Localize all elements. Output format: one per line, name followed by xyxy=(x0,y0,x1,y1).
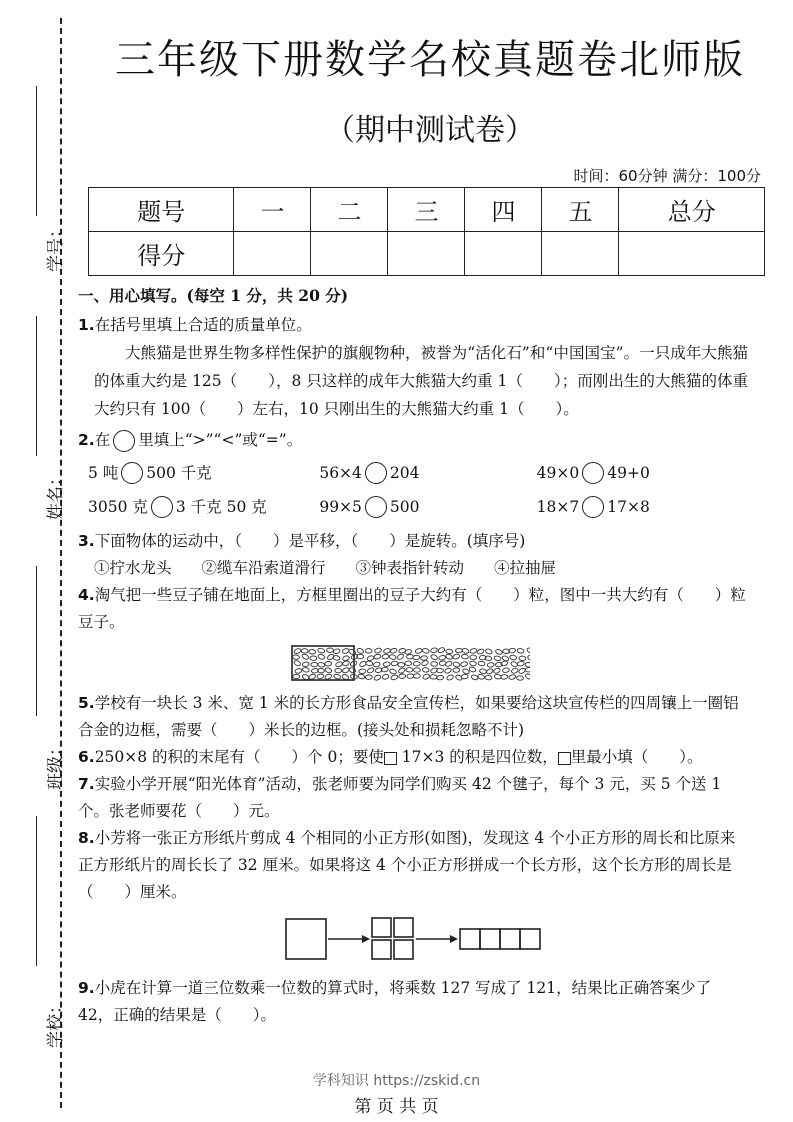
score-cell[interactable] xyxy=(311,232,388,276)
student-number-field xyxy=(14,86,64,276)
bean xyxy=(437,647,445,654)
bean xyxy=(383,662,390,667)
compare-item xyxy=(88,494,299,521)
bean xyxy=(479,668,487,674)
bean xyxy=(485,675,492,680)
bean xyxy=(477,674,485,680)
bean xyxy=(342,667,350,674)
bean xyxy=(430,675,437,680)
bean xyxy=(406,654,413,659)
bean xyxy=(327,648,334,652)
bean xyxy=(302,667,310,673)
bean xyxy=(516,675,523,680)
answer-circle[interactable] xyxy=(365,496,387,518)
bean xyxy=(391,661,398,666)
bean xyxy=(519,656,526,661)
bean xyxy=(335,661,343,668)
bean xyxy=(383,648,391,654)
bean xyxy=(342,648,350,654)
bean xyxy=(406,668,413,673)
bean xyxy=(460,661,468,667)
bean xyxy=(444,667,452,674)
compare-left: 3050 克 xyxy=(88,497,148,516)
compare-item xyxy=(537,494,748,521)
bean xyxy=(358,673,366,679)
bean xyxy=(373,662,381,668)
bean xyxy=(295,668,303,674)
question-number: 1. xyxy=(78,316,95,334)
beans-image xyxy=(290,644,530,682)
bean xyxy=(494,655,502,661)
answer-circle[interactable] xyxy=(582,496,604,518)
bean xyxy=(518,667,526,674)
compare-left: 99×5 xyxy=(319,497,362,516)
option: ③钟表指针转动 xyxy=(355,559,465,577)
score-header-cell: 四 xyxy=(465,188,542,232)
bean xyxy=(308,673,316,680)
bean xyxy=(422,673,430,680)
small-square xyxy=(372,918,391,937)
bean xyxy=(335,668,342,673)
question-number: 5. xyxy=(78,694,95,712)
score-header-cell: 题号 xyxy=(89,188,234,232)
bean xyxy=(389,668,397,674)
compare-right: 3 千克 50 克 xyxy=(175,497,267,516)
question-text: 250×8 的积的末尾有（ ）个 0；要使 xyxy=(94,748,384,766)
question-stem-pre: 在 xyxy=(94,431,111,449)
bean xyxy=(301,649,308,653)
bean xyxy=(511,667,519,674)
bean xyxy=(310,656,317,661)
bean xyxy=(445,649,452,654)
square-cut-figure xyxy=(284,916,748,971)
bean xyxy=(494,674,501,679)
bean xyxy=(500,660,508,667)
question-3 xyxy=(78,528,748,555)
bean xyxy=(455,648,462,653)
school-field xyxy=(14,816,66,1048)
bean xyxy=(437,675,444,680)
school-label: 学校： xyxy=(46,997,66,1048)
bean xyxy=(317,662,325,668)
compare-right: 500 xyxy=(389,497,420,516)
bean xyxy=(431,662,438,667)
option: ④拉抽屉 xyxy=(494,559,557,577)
bean xyxy=(359,669,366,674)
blank-square-icon xyxy=(384,752,397,765)
bean xyxy=(478,661,485,666)
blank-square-icon xyxy=(558,752,571,765)
bean xyxy=(317,674,324,680)
bean xyxy=(367,667,375,674)
bean xyxy=(501,674,508,679)
bean xyxy=(333,655,341,661)
compare-item xyxy=(319,460,530,487)
question-text: 淘气把一些豆子铺在地面上，方框里圈出的豆子大约有（ ）粒，图中一共大约有（ ）粒豆子。 xyxy=(78,586,746,631)
bean xyxy=(413,662,420,667)
bean xyxy=(382,654,389,659)
square-cut-diagram xyxy=(284,916,549,962)
answer-circle[interactable] xyxy=(121,462,143,484)
question-1-passage: 大熊猫是世界生物多样性保护的旗舰物种，被誉为“活化石”和“中国国宝”。一只成年大熊猫的体重大约是 125（ ），8 只这样的成年大熊猫大约重 1（ ）；而刚出生的大熊猫的体重大约只有 100（ ）左右，10 只刚出生的大熊猫大约重 1（ ）。 xyxy=(94,344,748,418)
question-4 xyxy=(78,582,748,636)
question-6 xyxy=(78,744,748,771)
question-number: 2. xyxy=(78,431,95,449)
bean xyxy=(405,661,412,666)
bean xyxy=(292,655,299,660)
bean xyxy=(311,662,318,666)
bean xyxy=(453,668,460,673)
bean xyxy=(348,667,356,674)
bean xyxy=(420,656,427,661)
small-square xyxy=(460,929,480,949)
student-number-label: 学号： xyxy=(46,221,66,272)
compare-left: 56×4 xyxy=(319,463,362,482)
option: ②缆车沿索道滑行 xyxy=(201,559,326,577)
question-1 xyxy=(78,312,748,339)
footer-website: 学科知识 https://zskid.cn xyxy=(312,1073,481,1089)
compare-right: 500 千克 xyxy=(146,463,212,482)
compare-right: 204 xyxy=(389,463,420,482)
bean xyxy=(486,668,494,675)
answer-circle[interactable] xyxy=(365,462,387,484)
small-square xyxy=(394,940,413,959)
time-info: 时间：60分钟 满分：100分 xyxy=(573,167,761,185)
bean xyxy=(462,648,470,654)
name-field xyxy=(14,316,66,520)
question-stem-post: 里填上“>”“<”或“=”。 xyxy=(138,431,303,449)
score-cell[interactable] xyxy=(542,232,619,276)
question-5 xyxy=(78,690,748,744)
bean xyxy=(525,662,530,667)
bean xyxy=(413,668,420,673)
small-square xyxy=(394,918,413,937)
bean xyxy=(438,655,446,661)
bean xyxy=(477,648,485,655)
bean xyxy=(324,673,332,680)
bean xyxy=(525,673,530,680)
bean xyxy=(302,662,309,667)
bean xyxy=(365,675,372,680)
class-label: 班级： xyxy=(46,739,66,790)
question-8 xyxy=(78,825,748,906)
bean xyxy=(413,674,420,679)
bean xyxy=(356,647,364,654)
question-number: 8. xyxy=(78,829,95,847)
score-header-cell: 二 xyxy=(311,188,388,232)
question-number: 6. xyxy=(78,748,95,766)
score-row xyxy=(89,232,765,276)
compare-left: 18×7 xyxy=(536,497,580,516)
score-table xyxy=(88,187,765,276)
bean xyxy=(487,662,494,667)
question-2 xyxy=(78,427,748,454)
bean xyxy=(389,654,397,660)
bean xyxy=(517,648,525,654)
bean xyxy=(469,661,477,667)
arrow-head-icon xyxy=(362,935,370,943)
question-number: 3. xyxy=(78,532,95,550)
bean xyxy=(445,653,453,660)
page-title: 三年级下册数学名校真题卷北师版 xyxy=(115,37,745,83)
score-header-cell: 总分 xyxy=(619,188,765,232)
beans-figure xyxy=(290,644,530,682)
bean xyxy=(430,647,438,653)
score-header-cell: 五 xyxy=(542,188,619,232)
bean xyxy=(413,655,420,660)
bean xyxy=(461,674,468,679)
answer-circle[interactable] xyxy=(582,462,604,484)
score-cell[interactable] xyxy=(234,232,311,276)
bean xyxy=(422,667,429,672)
bean xyxy=(415,648,423,654)
small-square xyxy=(500,929,520,949)
name-line[interactable] xyxy=(36,316,37,456)
bean xyxy=(342,660,350,666)
question-7 xyxy=(78,771,748,825)
bean xyxy=(452,661,460,668)
page-subtitle: （期中测试卷） xyxy=(325,113,535,148)
bean xyxy=(398,667,406,674)
bean xyxy=(430,654,438,661)
bean xyxy=(399,674,406,679)
answer-circle[interactable] xyxy=(151,496,173,518)
score-cell[interactable] xyxy=(388,232,465,276)
score-header-cell: 三 xyxy=(388,188,465,232)
bean xyxy=(301,653,309,660)
compare-item xyxy=(88,460,299,487)
question-number: 7. xyxy=(78,775,95,793)
question-number: 9. xyxy=(78,979,95,997)
bean xyxy=(396,653,404,660)
big-square xyxy=(286,919,326,959)
score-row-label: 得分 xyxy=(89,232,234,276)
bean xyxy=(324,667,332,673)
score-cell[interactable] xyxy=(619,232,765,276)
bean xyxy=(485,648,493,655)
bean xyxy=(317,648,325,654)
score-cell[interactable] xyxy=(465,232,542,276)
bean xyxy=(493,667,501,674)
bean xyxy=(502,667,510,673)
bean xyxy=(373,674,381,681)
small-square xyxy=(372,940,391,959)
bean xyxy=(509,655,517,661)
circle-icon xyxy=(113,430,135,452)
binding-strip xyxy=(0,0,80,1122)
question-text: 17×3 的积是四位数， xyxy=(396,748,558,766)
compare-right: 49+0 xyxy=(607,463,650,482)
bean xyxy=(446,674,454,681)
question-text: 小芳将一张正方形纸片剪成 4 个相同的小正方形(如图)，发现这 4 个小正方形的周长和比原来正方形纸片的周长长了 32 厘米。如果将这 4 个小正方形拼成一个长方形，这个长方形的周长是（ ）厘米。 xyxy=(78,829,736,901)
bean xyxy=(407,674,414,679)
bean xyxy=(470,655,477,660)
bean xyxy=(470,648,478,654)
question-text: 里最小填（ ）。 xyxy=(570,748,703,766)
bean xyxy=(422,648,430,654)
bean xyxy=(382,674,390,680)
bean xyxy=(333,648,341,655)
school-line[interactable] xyxy=(36,816,37,966)
bean xyxy=(517,661,525,667)
bean xyxy=(294,648,302,655)
bean xyxy=(374,647,382,653)
option: ①拧水龙头 xyxy=(94,559,172,577)
bean xyxy=(525,667,530,673)
footer-page-number: 第 页 共 页 xyxy=(354,1097,439,1117)
class-field xyxy=(14,566,66,790)
score-header-cell: 一 xyxy=(234,188,311,232)
bean xyxy=(367,655,375,662)
bean xyxy=(390,674,398,680)
compare-item xyxy=(537,460,748,487)
bean xyxy=(461,654,468,659)
bean xyxy=(342,655,350,661)
small-square xyxy=(520,929,540,949)
bean xyxy=(508,674,516,680)
question-9 xyxy=(78,975,748,1029)
small-square xyxy=(480,929,500,949)
score-header-row xyxy=(89,188,765,232)
option-list xyxy=(94,555,748,582)
question-stem: 在括号里填上合适的质量单位。 xyxy=(94,316,312,334)
compare-right: 17×8 xyxy=(607,497,650,516)
bean xyxy=(398,662,405,667)
compare-row xyxy=(88,492,748,522)
bean xyxy=(365,648,372,653)
bean xyxy=(293,660,301,667)
bean xyxy=(309,649,316,654)
bean xyxy=(325,661,332,666)
name-label: 姓名： xyxy=(46,469,66,520)
question-stem: 下面物体的运动中，（ ）是平移，（ ）是旋转。(填序号) xyxy=(94,532,526,550)
question-text: 实验小学开展“阳光体育”活动，张老师要为同学们购买 42 个毽子，每个 3 元，买 5 个送 1 个。张老师要花（ ）元。 xyxy=(78,775,722,820)
question-number: 4. xyxy=(78,586,95,604)
compare-item xyxy=(319,494,530,521)
bean xyxy=(421,660,429,667)
question-text: 小虎在计算一道三位数乘一位数的算式时，将乘数 127 写成了 121，结果比正确答案少了 42，正确的结果是（ ）。 xyxy=(78,979,712,1024)
bean xyxy=(495,649,503,656)
student-number-line[interactable] xyxy=(36,86,37,216)
bean xyxy=(471,674,479,681)
bean xyxy=(390,647,398,654)
bean xyxy=(526,647,530,654)
bean xyxy=(452,653,460,659)
bean xyxy=(293,674,300,678)
compare-row xyxy=(88,458,748,488)
question-text: 学校有一块长 3 米、宽 1 米的长方形食品安全宣传栏，如果要给这块宣传栏的四周镶上一圈铝合金的边框，需要（ ）米长的边框。(接头处和损耗忽略不计) xyxy=(78,694,739,739)
questions xyxy=(78,282,748,1029)
bean xyxy=(317,654,325,660)
bean xyxy=(374,654,382,660)
class-line[interactable] xyxy=(36,566,37,716)
section-1-heading: 一、用心填写。(每空 1 分，共 20 分) xyxy=(78,286,349,305)
compare-left: 5 吨 xyxy=(88,463,119,482)
bean xyxy=(527,655,530,661)
compare-left: 49×0 xyxy=(536,463,580,482)
bean xyxy=(333,673,341,679)
arrow-head-icon xyxy=(450,935,458,943)
